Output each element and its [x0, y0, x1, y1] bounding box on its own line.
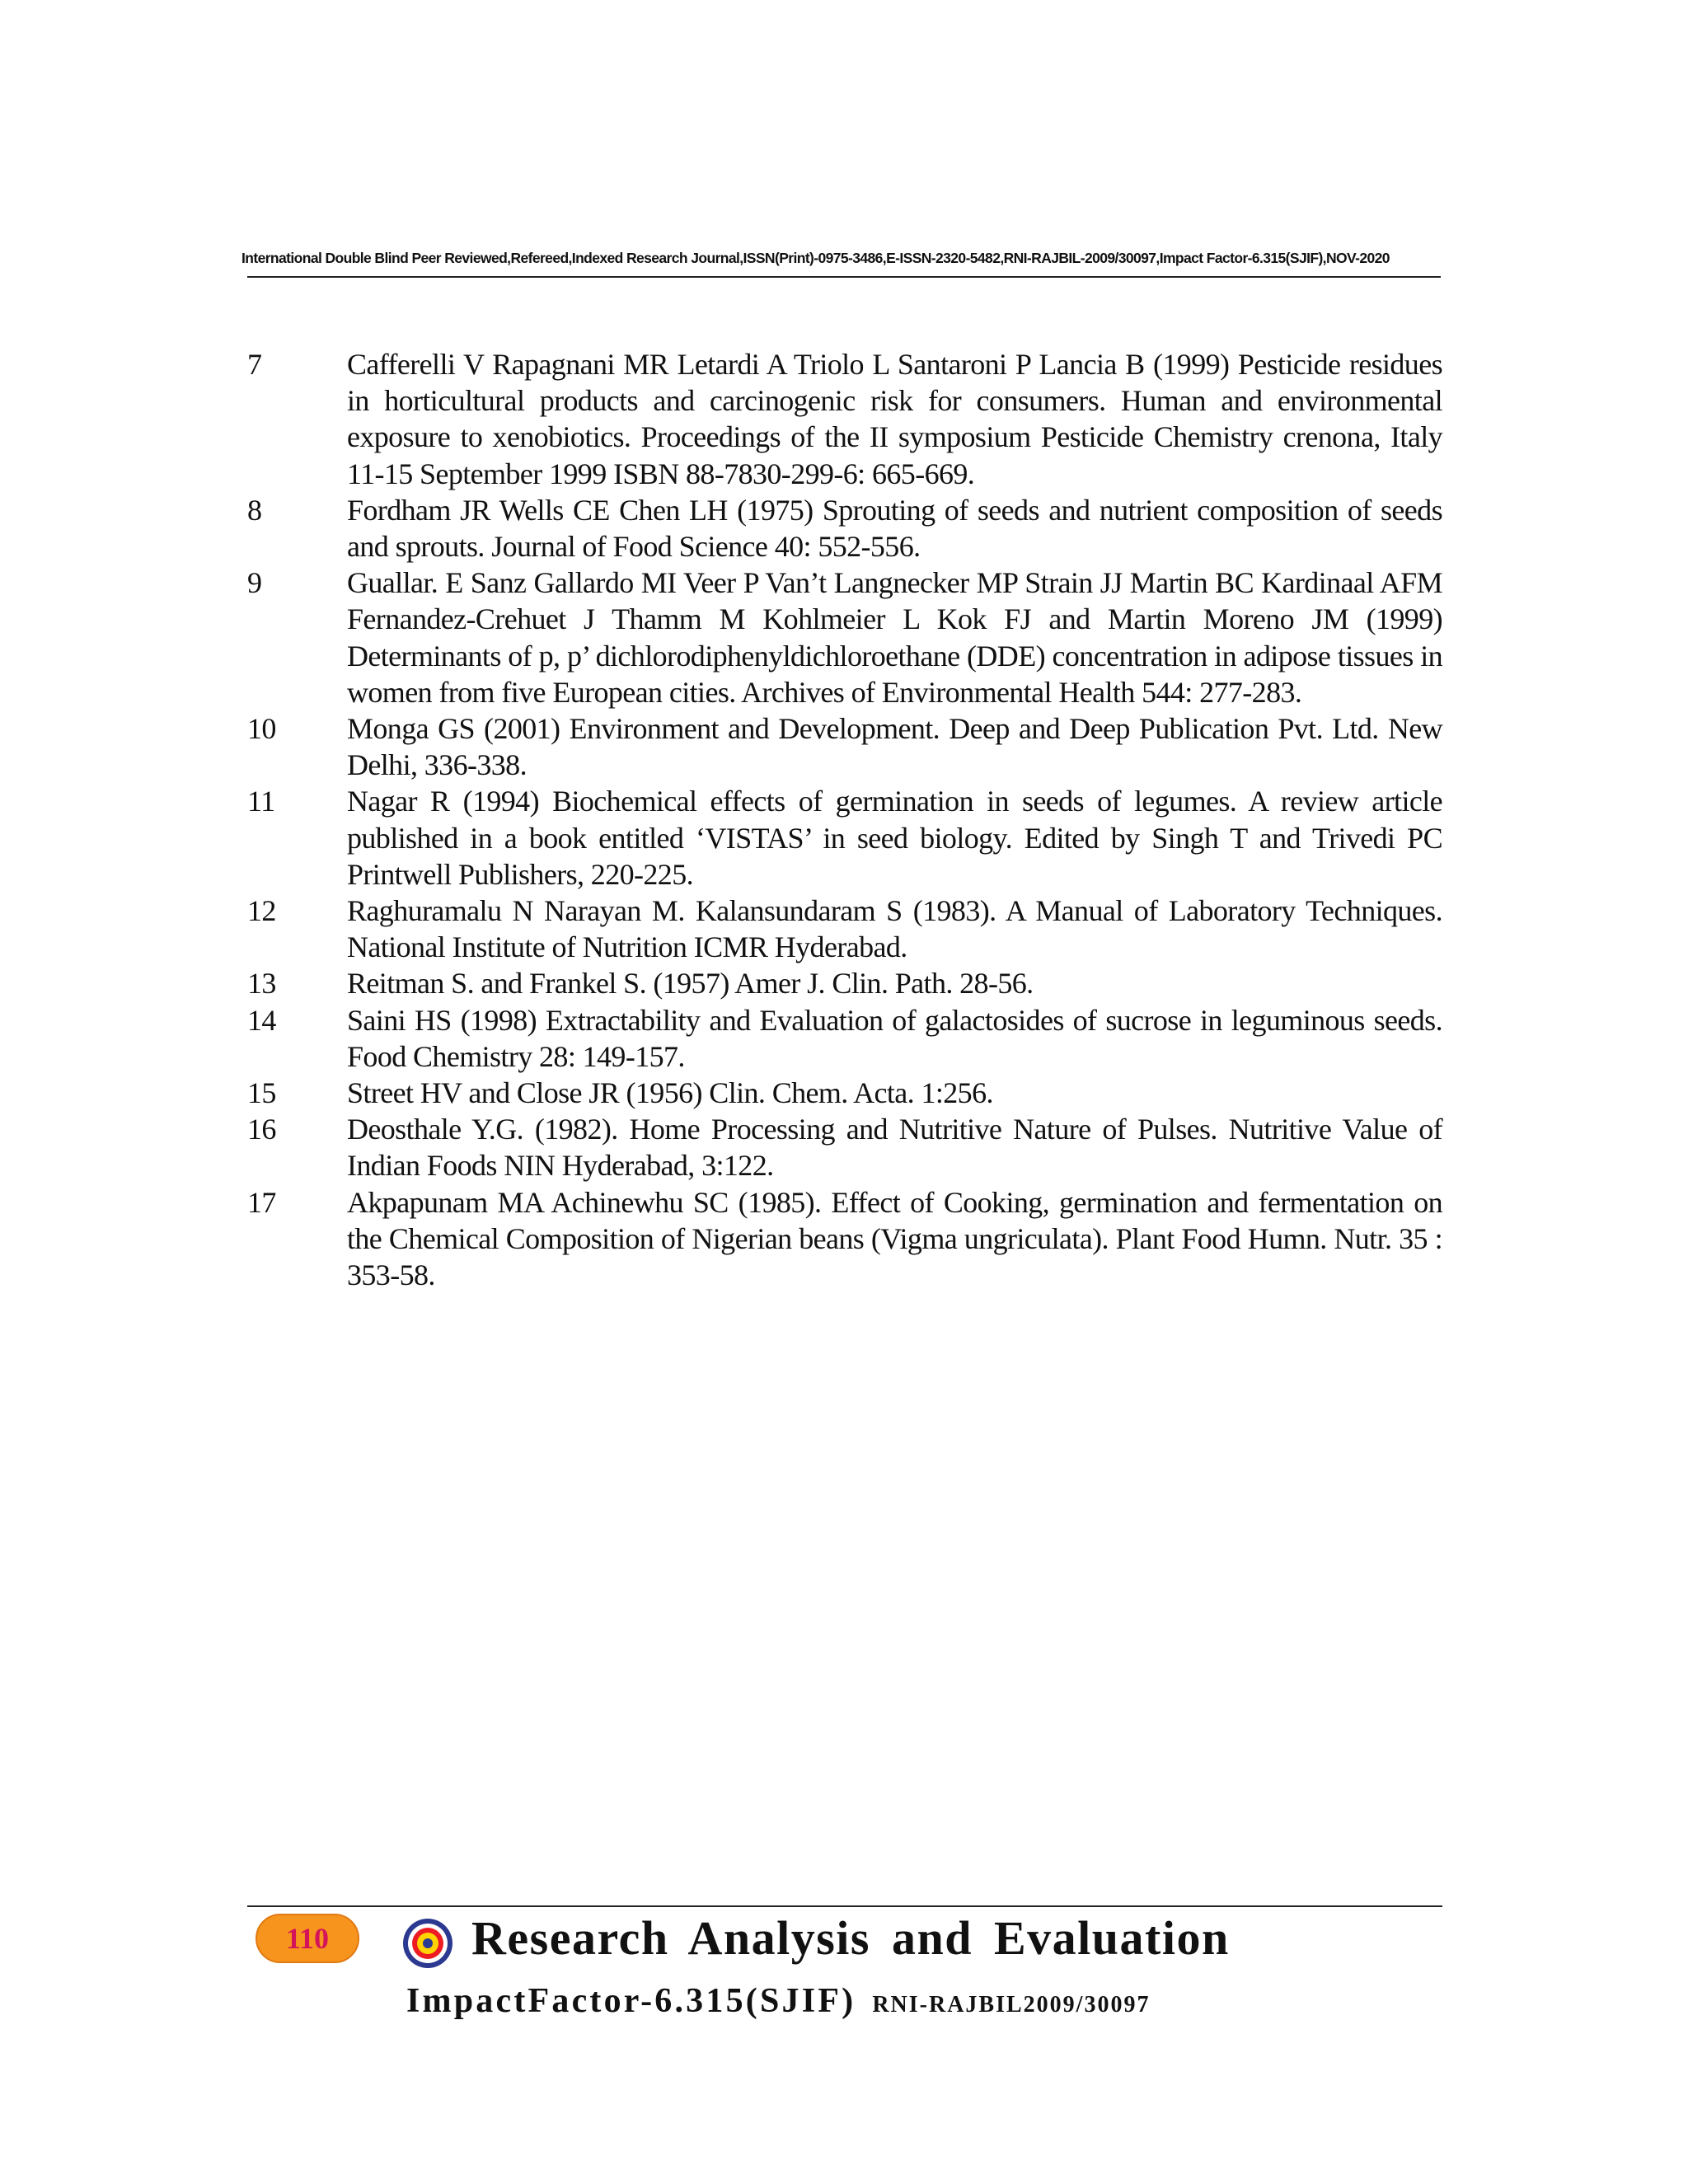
reference-text: Saini HS (1998) Extractability and Evaluation of galactosides of sucrose in leguminous seeds. Food Chemistry 28: 149-157. — [347, 1003, 1442, 1073]
journal-header-line: International Double Blind Peer Reviewed,Refereed,Indexed Research Journal,ISSN(Print)-0975-3486,E-ISSN-2320-5482,RNI-RAJBIL-2009/30097,Impact Factor-6.315(SJIF),NOV-2020 — [241, 250, 1390, 266]
reference-text: Fordham JR Wells CE Chen LH (1975) Sprouting of seeds and nutrient composition of seeds and sprouts. Journal of Food Science 40: 552-556. — [347, 493, 1442, 564]
reference-number: 12 — [247, 894, 276, 928]
reference-number: 14 — [247, 1003, 276, 1037]
reference-number: 7 — [247, 348, 262, 381]
reference-item — [247, 965, 1442, 1001]
reference-text: Cafferelli V Rapagnani MR Letardi A Triolo L Santaroni P Lancia B (1999) Pesticide residues in horticultural products and carcinogenic risk for consumers. Human and environmental exposure to xenobiotics. Proceedings of the II symposium Pesticide Chemistry crenona, Italy 11-15 September 1999 ISBN 88-7830-299-6: 665-669. — [347, 348, 1442, 490]
reference-text: Street HV and Close JR (1956) Clin. Chem. Acta. 1:256. — [347, 1076, 993, 1110]
reference-text: Guallar. E Sanz Gallardo MI Veer P Van’t Langnecker MP Strain JJ Martin BC Kardinaal AFM Fernandez-Crehuet J Thamm M Kohlmeier L Kok FJ and Martin Moreno JM (1999) Determinants of p, p’ dichlorodiphenyldichloroethane (DDE) concentration in adipose tissues in women from five European cities. Archives of Environmental Health 544: 277-283. — [347, 566, 1442, 709]
reference-text: Reitman S. and Frankel S. (1957) Amer J. Clin. Path. 28-56. — [347, 967, 1034, 1001]
reference-number: 15 — [247, 1076, 276, 1110]
reference-item — [247, 492, 1442, 565]
reference-item — [247, 346, 1442, 492]
reference-item — [247, 1075, 1442, 1111]
reference-number: 13 — [247, 967, 276, 1001]
reference-list — [247, 346, 1442, 1293]
reference-item — [247, 1111, 1442, 1183]
impact-factor-line — [406, 1981, 1150, 2021]
reference-number: 16 — [247, 1113, 276, 1146]
page-number-badge — [256, 1914, 359, 1963]
reference-item — [247, 565, 1442, 710]
reference-number: 17 — [247, 1185, 276, 1219]
reference-number: 10 — [247, 712, 276, 746]
page-number: 110 — [285, 1922, 329, 1955]
footer-divider — [247, 1905, 1442, 1907]
reference-item — [247, 1184, 1442, 1294]
journal-logo-icon — [402, 1918, 453, 1969]
reference-item — [247, 783, 1442, 893]
reference-item — [247, 893, 1442, 965]
impact-factor: ImpactFactor-6.315(SJIF) — [406, 1982, 856, 2020]
reference-number: 11 — [247, 785, 275, 818]
reference-number: 8 — [247, 493, 262, 527]
reference-item — [247, 1002, 1442, 1075]
reference-number: 9 — [247, 566, 262, 600]
reference-text: Raghuramalu N Narayan M. Kalansundaram S (1983). A Manual of Laboratory Techniques. National Institute of Nutrition ICMR Hyderabad. — [347, 894, 1442, 964]
journal-title: Research Analysis and Evaluation — [471, 1911, 1230, 1965]
reference-text: Nagar R (1994) Biochemical effects of germination in seeds of legumes. A review article published in a book entitled ‘VISTAS’ in seed biology. Edited by Singh T and Trivedi PC Printwell Publishers, 220-225. — [347, 785, 1442, 891]
header-divider — [247, 276, 1441, 278]
rni-number: RNI-RAJBIL2009/30097 — [872, 1992, 1151, 2018]
reference-text: Deosthale Y.G. (1982). Home Processing and Nutritive Nature of Pulses. Nutritive Value of Indian Foods NIN Hyderabad, 3:122. — [347, 1113, 1442, 1183]
reference-text: Akpapunam MA Achinewhu SC (1985). Effect of Cooking, germination and fermentation on the Chemical Composition of Nigerian beans (Vigma ungriculata). Plant Food Humn. Nutr. 35 : 353-58. — [347, 1185, 1442, 1292]
reference-text: Monga GS (2001) Environment and Development. Deep and Deep Publication Pvt. Ltd. New Delhi, 336-338. — [347, 712, 1442, 782]
reference-item — [247, 710, 1442, 783]
